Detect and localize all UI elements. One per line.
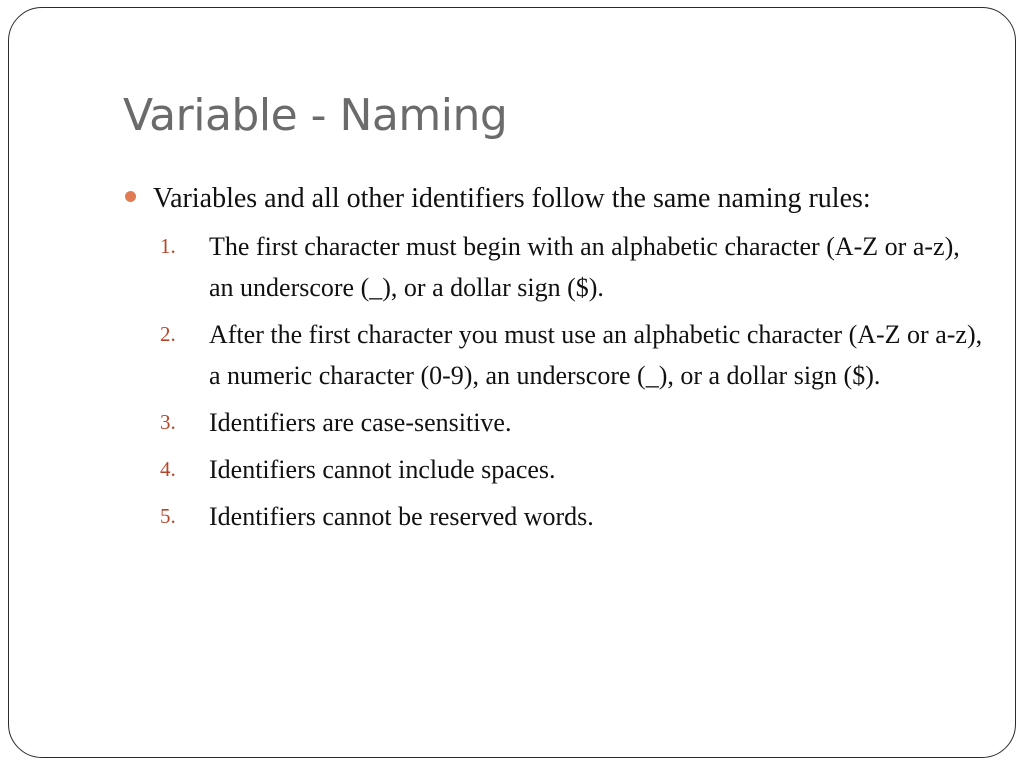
rule-text: Identifiers are case-sensitive. [209,408,512,437]
rule-text: Identifiers cannot include spaces. [209,455,556,484]
slide-title: Variable - Naming [123,90,508,141]
rule-item [123,226,983,308]
bullet-item [123,178,923,220]
rule-item [123,314,983,396]
bullet-text: Variables and all other identifiers follow the same naming rules: [153,183,871,214]
rule-number: 1. [160,234,176,258]
rule-item [123,402,983,443]
rule-text: Identifiers cannot be reserved words. [209,502,594,531]
slide-body [123,178,983,543]
rule-item [123,449,983,490]
rule-item [123,496,983,537]
slide [8,7,1016,758]
rule-number: 5. [160,504,176,528]
naming-rules-list [123,226,983,537]
rule-number: 4. [160,457,176,481]
rule-text: After the first character you must use an alphabetic character (A-Z or a-z), a numeric character (0-9), an underscore (_), or a dollar sign ($). [209,320,983,390]
rule-number: 3. [160,410,176,434]
rule-number: 2. [160,322,176,346]
bullet-dot-icon [125,191,136,202]
rule-text: The first character must begin with an alphabetic character (A-Z or a-z), an underscore (_), or a dollar sign ($). [209,232,960,302]
